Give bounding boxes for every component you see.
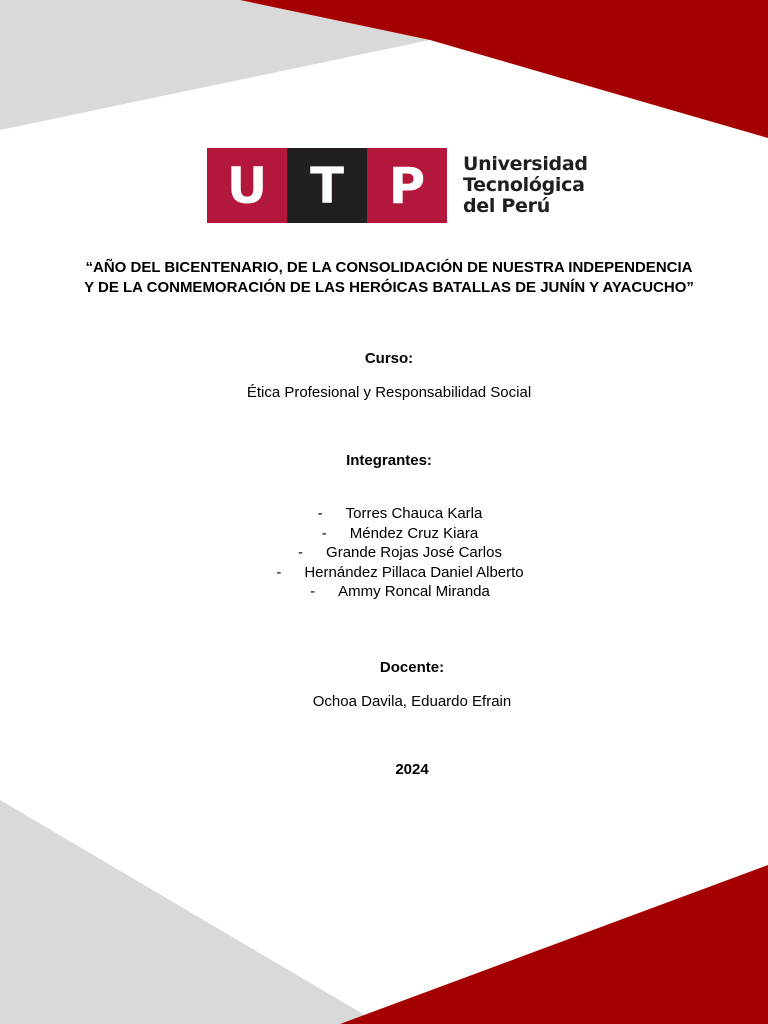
- course-label: Curso:: [364, 350, 414, 367]
- list-bullet: -: [321, 524, 327, 542]
- member-name: Grande Rojas José Carlos: [326, 544, 502, 561]
- bottom-left-gray-band: [0, 800, 380, 1024]
- list-bullet: -: [310, 583, 316, 600]
- year-motto: “AÑO DEL BICENTENARIO, DE LA CONSOLIDACIÓN DE NUESTRA INDEPENDENCIA Y DE LA CONMEMORACIÓN DE LAS HERÓICAS BATALLAS DE JUNÍN Y AYACUCHO”: [84, 259, 694, 296]
- logo-line: Tecnológica: [463, 174, 585, 196]
- logo-line: del Perú: [463, 195, 550, 217]
- teacher-label: Docente:: [379, 659, 445, 676]
- list-item: [0, 543, 768, 563]
- logo-letter-p: P: [367, 148, 447, 223]
- list-bullet: -: [298, 544, 304, 561]
- list-item: [0, 582, 768, 602]
- member-name: Méndez Cruz Kiara: [349, 524, 479, 542]
- member-name: Torres Chauca Karla: [345, 505, 483, 522]
- course-name: Ética Profesional y Responsabilidad Social: [246, 384, 532, 401]
- logo-line: Universidad: [463, 153, 588, 175]
- year: 2024: [395, 761, 429, 778]
- list-item: [0, 504, 768, 524]
- member-name: Ammy Roncal Miranda: [338, 583, 490, 600]
- logo-wordmark: [463, 154, 588, 217]
- bottom-right-red-band: [340, 865, 768, 1024]
- list-item: [0, 563, 768, 583]
- logo-letter-t: T: [287, 148, 367, 223]
- list-bullet: -: [317, 505, 323, 522]
- member-name: Hernández Pillaca Daniel Alberto: [304, 563, 524, 581]
- list-bullet: -: [276, 563, 282, 581]
- utp-logo: [207, 148, 588, 223]
- members-list: [0, 504, 768, 602]
- list-item: [0, 524, 768, 544]
- members-label: Integrantes:: [346, 452, 432, 469]
- teacher-name: Ochoa Davila, Eduardo Efrain: [312, 693, 512, 710]
- logo-letter-u: U: [207, 148, 287, 223]
